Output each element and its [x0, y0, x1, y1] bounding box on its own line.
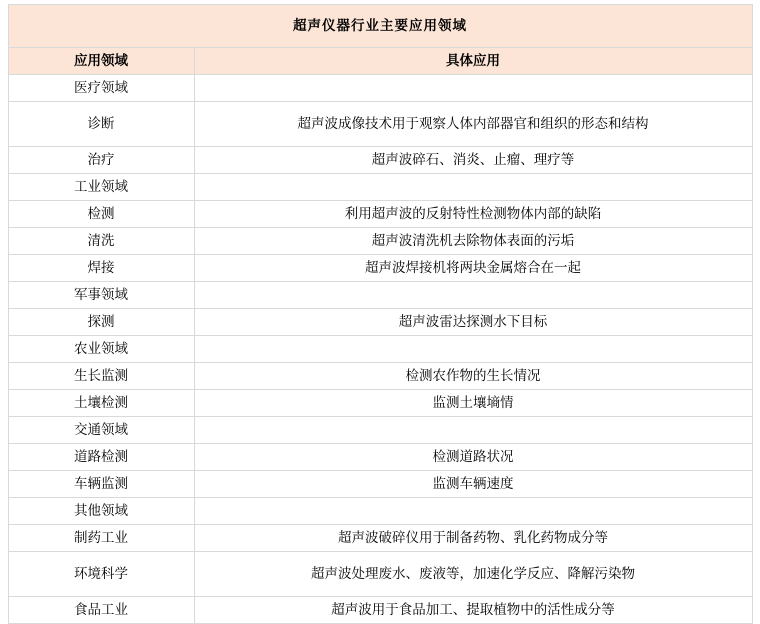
cell-category: 治疗 [8, 147, 194, 174]
cell-category: 医疗领域 [8, 75, 194, 102]
cell-category: 土壤检测 [8, 390, 194, 417]
cell-category: 交通领域 [8, 417, 194, 444]
cell-detail [194, 498, 752, 525]
cell-category: 食品工业 [8, 597, 194, 624]
cell-detail: 监测车辆速度 [194, 471, 752, 498]
cell-detail: 检测农作物的生长情况 [194, 363, 752, 390]
header-row [8, 48, 752, 75]
table-row [8, 255, 752, 282]
document-sheet [0, 4, 760, 624]
cell-detail: 利用超声波的反射特性检测物体内部的缺陷 [194, 201, 752, 228]
cell-detail: 超声波成像技术用于观察人体内部器官和组织的形态和结构 [194, 102, 752, 147]
cell-category: 探测 [8, 309, 194, 336]
cell-detail: 超声波碎石、消炎、止瘤、理疗等 [194, 147, 752, 174]
table-body [8, 5, 752, 624]
table-row [8, 336, 752, 363]
cell-category: 制药工业 [8, 525, 194, 552]
table-row [8, 147, 752, 174]
table-row [8, 525, 752, 552]
column-header-category: 应用领域 [8, 48, 194, 75]
cell-detail: 超声波焊接机将两块金属熔合在一起 [194, 255, 752, 282]
cell-category: 道路检测 [8, 444, 194, 471]
cell-detail [194, 282, 752, 309]
table-row [8, 597, 752, 624]
cell-detail [194, 174, 752, 201]
cell-category: 农业领域 [8, 336, 194, 363]
application-areas-table [8, 4, 753, 624]
table-row [8, 201, 752, 228]
table-row [8, 417, 752, 444]
cell-detail: 监测土壤墒情 [194, 390, 752, 417]
cell-category: 其他领域 [8, 498, 194, 525]
cell-detail [194, 417, 752, 444]
table-row [8, 102, 752, 147]
table-row [8, 75, 752, 102]
table-row [8, 471, 752, 498]
cell-category: 焊接 [8, 255, 194, 282]
title-row [8, 5, 752, 48]
cell-category: 检测 [8, 201, 194, 228]
cell-detail: 超声波处理废水、废液等，加速化学反应、降解污染物 [194, 552, 752, 597]
cell-category: 工业领域 [8, 174, 194, 201]
table-row [8, 309, 752, 336]
table-row [8, 228, 752, 255]
cell-category: 车辆监测 [8, 471, 194, 498]
cell-detail: 检测道路状况 [194, 444, 752, 471]
cell-category: 军事领域 [8, 282, 194, 309]
cell-detail: 超声波破碎仪用于制备药物、乳化药物成分等 [194, 525, 752, 552]
cell-detail: 超声波雷达探测水下目标 [194, 309, 752, 336]
table-row [8, 363, 752, 390]
cell-detail [194, 336, 752, 363]
table-row [8, 498, 752, 525]
cell-detail: 超声波用于食品加工、提取植物中的活性成分等 [194, 597, 752, 624]
table-row [8, 552, 752, 597]
cell-detail: 超声波清洗机去除物体表面的污垢 [194, 228, 752, 255]
cell-detail [194, 75, 752, 102]
page-title: 超声仪器行业主要应用领域 [8, 5, 752, 48]
table-row [8, 282, 752, 309]
cell-category: 诊断 [8, 102, 194, 147]
cell-category: 生长监测 [8, 363, 194, 390]
column-header-detail: 具体应用 [194, 48, 752, 75]
cell-category: 清洗 [8, 228, 194, 255]
table-row [8, 444, 752, 471]
table-row [8, 174, 752, 201]
table-row [8, 390, 752, 417]
cell-category: 环境科学 [8, 552, 194, 597]
